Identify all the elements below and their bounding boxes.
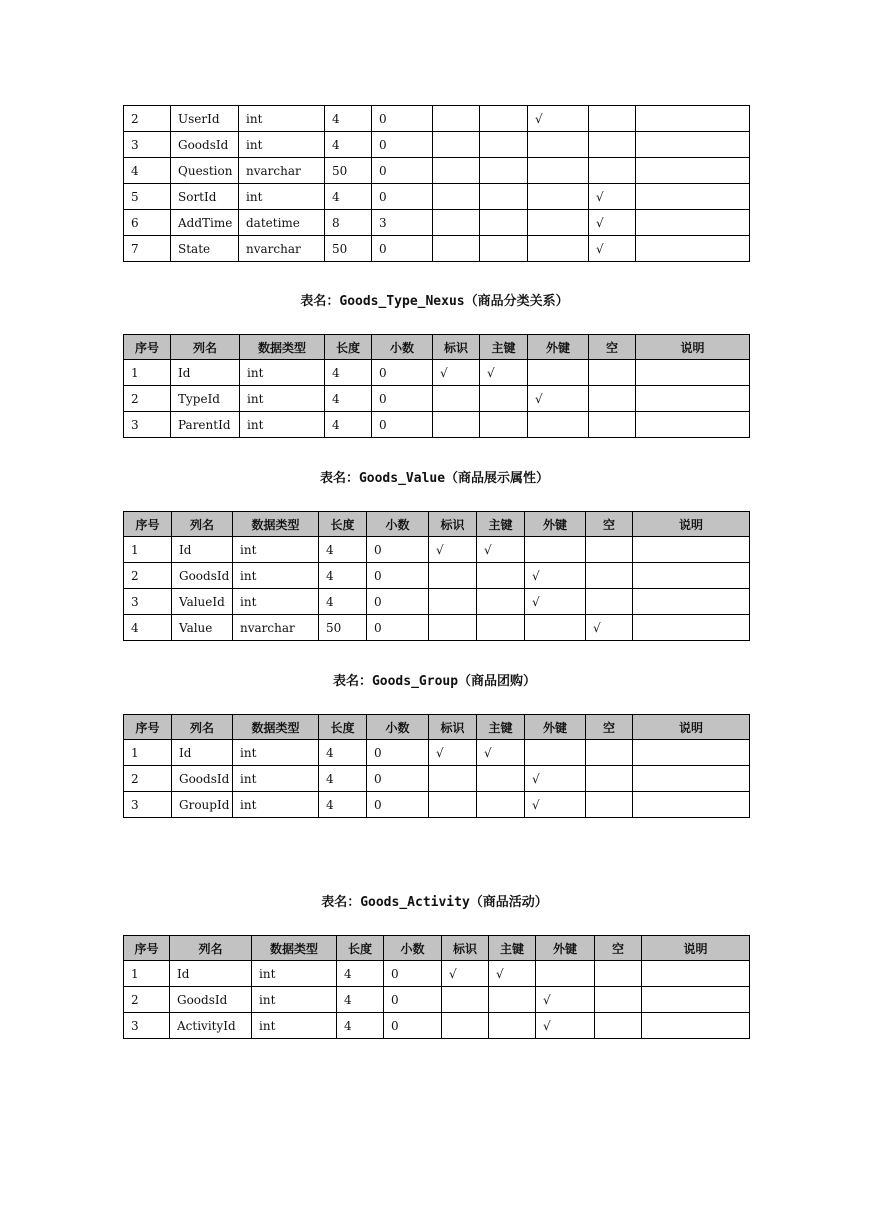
cell-description	[642, 987, 750, 1013]
header-identity: 标识	[429, 715, 477, 740]
table-body	[124, 360, 750, 438]
cell-nullable	[595, 1013, 642, 1039]
header-column-name: 列名	[170, 936, 252, 961]
header-primary-key: 主键	[489, 936, 536, 961]
cell-description	[633, 589, 750, 615]
table-row	[124, 132, 750, 158]
table-row	[124, 961, 750, 987]
cell-primary-key	[477, 589, 525, 615]
table-row	[124, 1013, 750, 1039]
header-primary-key: 主键	[477, 715, 525, 740]
header-length: 长度	[337, 936, 384, 961]
table-body	[124, 106, 750, 262]
header-foreign-key: 外键	[536, 936, 595, 961]
cell-data-type: datetime	[239, 210, 325, 236]
cell-identity	[433, 210, 480, 236]
cell-nullable	[586, 537, 633, 563]
cell-data-type: int	[233, 537, 319, 563]
cell-description	[633, 615, 750, 641]
cell-length: 4	[325, 184, 372, 210]
cell-length: 50	[325, 158, 372, 184]
cell-foreign-key	[528, 184, 589, 210]
cell-identity: √	[429, 537, 477, 563]
cell-primary-key: √	[489, 961, 536, 987]
table-row	[124, 537, 750, 563]
cell-column-name: UserId	[171, 106, 239, 132]
cell-nullable	[586, 563, 633, 589]
header-row	[124, 335, 750, 360]
cell-decimals: 0	[372, 158, 433, 184]
cell-row-number: 3	[124, 792, 172, 818]
cell-identity	[433, 386, 480, 412]
cell-column-name: Id	[172, 740, 233, 766]
header-description: 说明	[633, 512, 750, 537]
cell-data-type: int	[239, 184, 325, 210]
cell-identity: √	[442, 961, 489, 987]
table-caption: 表名：Goods_Activity（商品活动）	[321, 895, 548, 910]
table-caption: 表名：Goods_Group（商品团购）	[332, 674, 537, 689]
header-length: 长度	[325, 335, 372, 360]
cell-length: 4	[325, 132, 372, 158]
cell-identity: √	[429, 740, 477, 766]
table-body	[124, 961, 750, 1039]
cell-description	[636, 132, 750, 158]
schema-table-goods-type-nexus	[123, 334, 750, 438]
cell-primary-key	[480, 236, 528, 262]
cell-decimals: 0	[372, 132, 433, 158]
table-row	[124, 210, 750, 236]
header-identity: 标识	[433, 335, 480, 360]
header-description: 说明	[642, 936, 750, 961]
header-decimals: 小数	[384, 936, 442, 961]
cell-length: 4	[325, 360, 372, 386]
cell-column-name: Value	[172, 615, 233, 641]
header-foreign-key: 外键	[528, 335, 589, 360]
cell-nullable	[586, 766, 633, 792]
table-row	[124, 792, 750, 818]
header-nullable: 空	[586, 512, 633, 537]
cell-row-number: 3	[124, 412, 171, 438]
cell-foreign-key: √	[528, 386, 589, 412]
cell-nullable	[589, 360, 636, 386]
cell-nullable	[589, 106, 636, 132]
cell-foreign-key	[525, 537, 586, 563]
table-row	[124, 360, 750, 386]
cell-foreign-key	[525, 740, 586, 766]
cell-data-type: nvarchar	[233, 615, 319, 641]
cell-column-name: SortId	[171, 184, 239, 210]
cell-nullable	[586, 589, 633, 615]
cell-decimals: 0	[372, 106, 433, 132]
cell-description	[636, 158, 750, 184]
cell-identity	[433, 184, 480, 210]
cell-foreign-key	[528, 210, 589, 236]
table-row	[124, 589, 750, 615]
cell-decimals: 3	[372, 210, 433, 236]
cell-description	[636, 360, 750, 386]
cell-column-name: TypeId	[171, 386, 240, 412]
cell-row-number: 4	[124, 615, 172, 641]
cell-data-type: int	[240, 412, 325, 438]
cell-column-name: State	[171, 236, 239, 262]
cell-foreign-key: √	[528, 106, 589, 132]
cell-decimals: 0	[367, 537, 429, 563]
cell-foreign-key	[528, 158, 589, 184]
cell-identity	[433, 106, 480, 132]
cell-column-name: ActivityId	[170, 1013, 252, 1039]
table-row	[124, 615, 750, 641]
header-row-number: 序号	[124, 512, 172, 537]
cell-identity	[429, 589, 477, 615]
cell-nullable: √	[589, 210, 636, 236]
cell-decimals: 0	[367, 792, 429, 818]
cell-description	[636, 184, 750, 210]
cell-column-name: ValueId	[172, 589, 233, 615]
cell-nullable: √	[586, 615, 633, 641]
header-data-type: 数据类型	[252, 936, 337, 961]
table-row	[124, 412, 750, 438]
cell-primary-key: √	[477, 740, 525, 766]
cell-description	[636, 386, 750, 412]
header-decimals: 小数	[367, 512, 429, 537]
cell-identity	[442, 1013, 489, 1039]
header-row	[124, 512, 750, 537]
table-row	[124, 987, 750, 1013]
cell-description	[633, 563, 750, 589]
cell-nullable: √	[589, 236, 636, 262]
cell-data-type: int	[233, 740, 319, 766]
cell-length: 4	[337, 1013, 384, 1039]
cell-length: 4	[325, 106, 372, 132]
cell-primary-key	[489, 1013, 536, 1039]
cell-column-name: GoodsId	[172, 563, 233, 589]
cell-nullable	[589, 132, 636, 158]
partial-table	[123, 105, 750, 262]
cell-decimals: 0	[384, 1013, 442, 1039]
cell-column-name: Id	[172, 537, 233, 563]
cell-row-number: 2	[124, 766, 172, 792]
cell-row-number: 3	[124, 589, 172, 615]
cell-column-name: GroupId	[172, 792, 233, 818]
header-identity: 标识	[429, 512, 477, 537]
cell-row-number: 6	[124, 210, 171, 236]
cell-foreign-key: √	[536, 1013, 595, 1039]
header-row	[124, 936, 750, 961]
cell-foreign-key	[528, 360, 589, 386]
header-description: 说明	[633, 715, 750, 740]
table-row	[124, 563, 750, 589]
cell-decimals: 0	[384, 961, 442, 987]
cell-description	[636, 412, 750, 438]
cell-identity	[429, 792, 477, 818]
cell-nullable: √	[589, 184, 636, 210]
cell-description	[636, 106, 750, 132]
cell-foreign-key	[528, 412, 589, 438]
cell-foreign-key: √	[525, 563, 586, 589]
cell-foreign-key: √	[525, 589, 586, 615]
table-body	[124, 537, 750, 641]
cell-foreign-key: √	[525, 766, 586, 792]
cell-identity	[433, 158, 480, 184]
cell-decimals: 0	[372, 412, 433, 438]
cell-row-number: 1	[124, 537, 172, 563]
header-nullable: 空	[589, 335, 636, 360]
cell-nullable	[589, 158, 636, 184]
cell-primary-key: √	[480, 360, 528, 386]
cell-description	[636, 210, 750, 236]
table-row	[124, 766, 750, 792]
cell-primary-key	[477, 563, 525, 589]
cell-data-type: int	[233, 766, 319, 792]
cell-foreign-key	[528, 132, 589, 158]
cell-data-type: int	[252, 961, 337, 987]
table-row	[124, 106, 750, 132]
cell-decimals: 0	[367, 766, 429, 792]
header-foreign-key: 外键	[525, 512, 586, 537]
header-row	[124, 715, 750, 740]
cell-primary-key	[477, 615, 525, 641]
header-description: 说明	[636, 335, 750, 360]
header-length: 长度	[319, 715, 367, 740]
cell-primary-key	[477, 766, 525, 792]
cell-foreign-key: √	[536, 987, 595, 1013]
cell-decimals: 0	[372, 236, 433, 262]
header-identity: 标识	[442, 936, 489, 961]
cell-column-name: Id	[170, 961, 252, 987]
header-data-type: 数据类型	[240, 335, 325, 360]
cell-row-number: 2	[124, 563, 172, 589]
cell-decimals: 0	[367, 563, 429, 589]
cell-description	[633, 537, 750, 563]
cell-description	[633, 740, 750, 766]
header-row-number: 序号	[124, 335, 171, 360]
cell-description	[642, 961, 750, 987]
header-nullable: 空	[586, 715, 633, 740]
cell-description	[633, 766, 750, 792]
cell-data-type: int	[252, 1013, 337, 1039]
cell-nullable	[589, 412, 636, 438]
cell-row-number: 1	[124, 360, 171, 386]
cell-identity	[433, 236, 480, 262]
cell-identity	[433, 412, 480, 438]
cell-row-number: 3	[124, 1013, 170, 1039]
cell-nullable	[595, 961, 642, 987]
cell-decimals: 0	[367, 740, 429, 766]
cell-length: 4	[319, 589, 367, 615]
header-row-number: 序号	[124, 715, 172, 740]
cell-primary-key	[480, 386, 528, 412]
cell-column-name: Question	[171, 158, 239, 184]
cell-data-type: int	[233, 563, 319, 589]
cell-length: 4	[319, 766, 367, 792]
cell-nullable	[589, 386, 636, 412]
cell-length: 50	[325, 236, 372, 262]
cell-identity	[429, 615, 477, 641]
header-row-number: 序号	[124, 936, 170, 961]
header-decimals: 小数	[372, 335, 433, 360]
header-data-type: 数据类型	[233, 715, 319, 740]
cell-row-number: 7	[124, 236, 171, 262]
cell-decimals: 0	[372, 360, 433, 386]
table-row	[124, 184, 750, 210]
header-primary-key: 主键	[480, 335, 528, 360]
cell-column-name: AddTime	[171, 210, 239, 236]
cell-column-name: GoodsId	[170, 987, 252, 1013]
schema-table-goods-activity	[123, 935, 750, 1039]
cell-row-number: 1	[124, 961, 170, 987]
cell-primary-key	[477, 792, 525, 818]
cell-data-type: int	[233, 792, 319, 818]
cell-row-number: 1	[124, 740, 172, 766]
cell-row-number: 4	[124, 158, 171, 184]
cell-identity	[442, 987, 489, 1013]
header-decimals: 小数	[367, 715, 429, 740]
cell-identity	[433, 132, 480, 158]
cell-identity	[429, 766, 477, 792]
cell-nullable	[586, 792, 633, 818]
cell-data-type: int	[240, 360, 325, 386]
cell-row-number: 3	[124, 132, 171, 158]
cell-identity	[429, 563, 477, 589]
cell-length: 4	[319, 537, 367, 563]
cell-column-name: GoodsId	[172, 766, 233, 792]
cell-foreign-key	[536, 961, 595, 987]
cell-primary-key	[480, 132, 528, 158]
cell-primary-key	[480, 210, 528, 236]
cell-foreign-key: √	[525, 792, 586, 818]
cell-data-type: nvarchar	[239, 158, 325, 184]
cell-data-type: int	[240, 386, 325, 412]
cell-decimals: 0	[367, 615, 429, 641]
cell-length: 4	[325, 412, 372, 438]
cell-row-number: 2	[124, 386, 171, 412]
cell-nullable	[595, 987, 642, 1013]
cell-foreign-key	[528, 236, 589, 262]
cell-decimals: 0	[372, 184, 433, 210]
header-primary-key: 主键	[477, 512, 525, 537]
cell-row-number: 5	[124, 184, 171, 210]
cell-length: 4	[337, 961, 384, 987]
table-caption: 表名：Goods_Value（商品展示属性）	[319, 471, 550, 486]
table-row	[124, 236, 750, 262]
cell-length: 4	[319, 740, 367, 766]
cell-primary-key	[480, 158, 528, 184]
cell-decimals: 0	[367, 589, 429, 615]
schema-table-goods-group	[123, 714, 750, 818]
cell-decimals: 0	[372, 386, 433, 412]
cell-column-name: Id	[171, 360, 240, 386]
cell-primary-key	[480, 412, 528, 438]
table-row	[124, 386, 750, 412]
cell-column-name: ParentId	[171, 412, 240, 438]
cell-nullable	[586, 740, 633, 766]
table-body	[124, 740, 750, 818]
cell-row-number: 2	[124, 987, 170, 1013]
cell-primary-key	[480, 184, 528, 210]
cell-data-type: int	[239, 132, 325, 158]
cell-description	[642, 1013, 750, 1039]
header-column-name: 列名	[172, 715, 233, 740]
header-column-name: 列名	[171, 335, 240, 360]
cell-data-type: nvarchar	[239, 236, 325, 262]
schema-table-goods-value	[123, 511, 750, 641]
cell-length: 4	[319, 792, 367, 818]
cell-identity: √	[433, 360, 480, 386]
cell-length: 4	[337, 987, 384, 1013]
header-data-type: 数据类型	[233, 512, 319, 537]
cell-foreign-key	[525, 615, 586, 641]
cell-primary-key	[489, 987, 536, 1013]
cell-data-type: int	[239, 106, 325, 132]
cell-description	[636, 236, 750, 262]
cell-primary-key: √	[477, 537, 525, 563]
cell-data-type: int	[252, 987, 337, 1013]
table-row	[124, 740, 750, 766]
cell-length: 8	[325, 210, 372, 236]
cell-primary-key	[480, 106, 528, 132]
table-caption: 表名：Goods_Type_Nexus（商品分类关系）	[300, 294, 569, 309]
header-nullable: 空	[595, 936, 642, 961]
cell-length: 4	[325, 386, 372, 412]
table-row	[124, 158, 750, 184]
cell-decimals: 0	[384, 987, 442, 1013]
cell-row-number: 2	[124, 106, 171, 132]
cell-column-name: GoodsId	[171, 132, 239, 158]
header-column-name: 列名	[172, 512, 233, 537]
header-foreign-key: 外键	[525, 715, 586, 740]
header-length: 长度	[319, 512, 367, 537]
cell-description	[633, 792, 750, 818]
cell-length: 50	[319, 615, 367, 641]
cell-length: 4	[319, 563, 367, 589]
cell-data-type: int	[233, 589, 319, 615]
